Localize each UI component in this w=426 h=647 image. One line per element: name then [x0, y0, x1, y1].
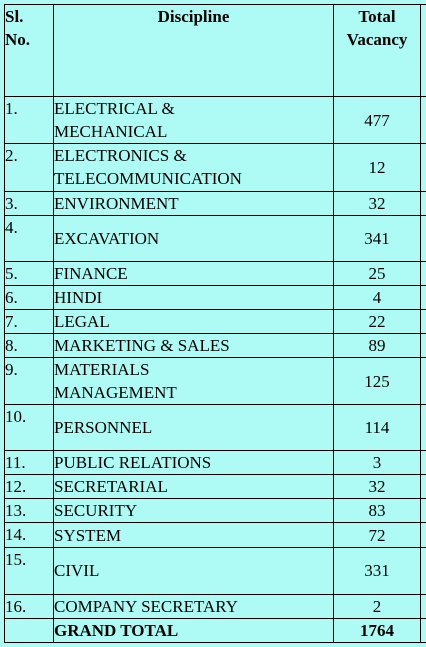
row-discipline: HINDI — [54, 285, 334, 309]
edge-cell — [421, 144, 426, 191]
row-discipline: ENVIRONMENT — [54, 191, 334, 215]
row-discipline-line1: ELECTRONICS & — [54, 146, 187, 166]
row-sl: 8. — [5, 333, 54, 357]
header-sl-line2: No. — [5, 30, 31, 49]
edge-cell — [421, 285, 426, 309]
grand-total-value: 1764 — [334, 618, 421, 642]
edge-cell — [421, 618, 426, 642]
row-vacancy: 3 — [334, 451, 421, 475]
row-sl: 13. — [5, 499, 54, 523]
row-discipline — [54, 358, 334, 405]
row-discipline-line2: MANAGEMENT — [54, 383, 177, 403]
edge-cell — [421, 451, 426, 475]
header-total-vacancy — [334, 5, 421, 97]
table-row — [5, 405, 426, 451]
row-discipline: SECRETARIAL — [54, 475, 334, 499]
edge-cell — [421, 309, 426, 333]
row-discipline-line2: MECHANICAL — [54, 122, 168, 142]
table-row — [5, 309, 426, 333]
row-discipline — [54, 97, 334, 144]
row-vacancy: 22 — [334, 309, 421, 333]
row-discipline: PUBLIC RELATIONS — [54, 451, 334, 475]
row-discipline: SECURITY — [54, 499, 334, 523]
row-sl: 4. — [5, 215, 54, 261]
header-total-line1: Total — [358, 7, 396, 26]
row-vacancy: 89 — [334, 333, 421, 357]
row-sl: 14. — [5, 523, 54, 547]
edge-cell — [421, 475, 426, 499]
table-row — [5, 215, 426, 261]
edge-cell — [421, 547, 426, 594]
row-discipline: FINANCE — [54, 261, 334, 285]
row-vacancy: 83 — [334, 499, 421, 523]
table-row — [5, 523, 426, 547]
edge-cell — [421, 97, 426, 144]
row-sl: 16. — [5, 594, 54, 618]
row-vacancy: 331 — [334, 547, 421, 594]
grand-total-row — [5, 618, 426, 642]
row-discipline-line2: TELECOMMUNICATION — [54, 169, 242, 189]
table-row — [5, 358, 426, 405]
row-sl: 5. — [5, 261, 54, 285]
header-total-line2: Vacancy — [346, 30, 408, 49]
header-sl-line1: Sl. — [5, 7, 24, 26]
header-sl-no — [5, 5, 54, 97]
table-row — [5, 475, 426, 499]
edge-cell — [421, 499, 426, 523]
table-row — [5, 499, 426, 523]
header-row — [5, 5, 426, 97]
table-row — [5, 144, 426, 191]
row-discipline: EXCAVATION — [54, 215, 334, 261]
row-sl: 10. — [5, 405, 54, 451]
header-discipline: Discipline — [54, 5, 334, 97]
grand-total-label: GRAND TOTAL — [54, 618, 334, 642]
row-vacancy: 32 — [334, 191, 421, 215]
row-sl: 1. — [5, 97, 54, 144]
row-sl: 7. — [5, 309, 54, 333]
table-row — [5, 261, 426, 285]
edge-cell — [421, 594, 426, 618]
row-discipline-line1: MATERIALS — [54, 360, 150, 380]
row-discipline: LEGAL — [54, 309, 334, 333]
edge-cell — [421, 523, 426, 547]
edge-cell — [421, 191, 426, 215]
row-sl: 2. — [5, 144, 54, 191]
table-row — [5, 451, 426, 475]
row-sl: 6. — [5, 285, 54, 309]
edge-cell — [421, 333, 426, 357]
row-vacancy: 114 — [334, 405, 421, 451]
row-discipline: COMPANY SECRETARY — [54, 594, 334, 618]
row-vacancy: 4 — [334, 285, 421, 309]
table-row — [5, 333, 426, 357]
edge-cell — [421, 215, 426, 261]
total-sl-empty — [5, 618, 54, 642]
row-vacancy: 2 — [334, 594, 421, 618]
row-discipline: SYSTEM — [54, 523, 334, 547]
row-discipline: PERSONNEL — [54, 405, 334, 451]
row-discipline-line1: ELECTRICAL & — [54, 99, 175, 119]
edge-cell — [421, 405, 426, 451]
table-row — [5, 594, 426, 618]
row-vacancy: 25 — [334, 261, 421, 285]
table-row — [5, 191, 426, 215]
row-vacancy: 12 — [334, 144, 421, 191]
table-row — [5, 97, 426, 144]
row-sl: 11. — [5, 451, 54, 475]
row-discipline: MARKETING & SALES — [54, 333, 334, 357]
table-row — [5, 285, 426, 309]
row-vacancy: 477 — [334, 97, 421, 144]
table-row — [5, 547, 426, 594]
vacancy-table — [4, 4, 426, 643]
row-sl: 15. — [5, 547, 54, 594]
edge-cell — [421, 261, 426, 285]
row-discipline — [54, 144, 334, 191]
edge-cell — [421, 5, 426, 97]
row-sl: 12. — [5, 475, 54, 499]
row-sl: 9. — [5, 358, 54, 405]
row-vacancy: 72 — [334, 523, 421, 547]
row-sl: 3. — [5, 191, 54, 215]
edge-cell — [421, 358, 426, 405]
row-vacancy: 32 — [334, 475, 421, 499]
row-vacancy: 341 — [334, 215, 421, 261]
row-discipline: CIVIL — [54, 547, 334, 594]
row-vacancy: 125 — [334, 358, 421, 405]
